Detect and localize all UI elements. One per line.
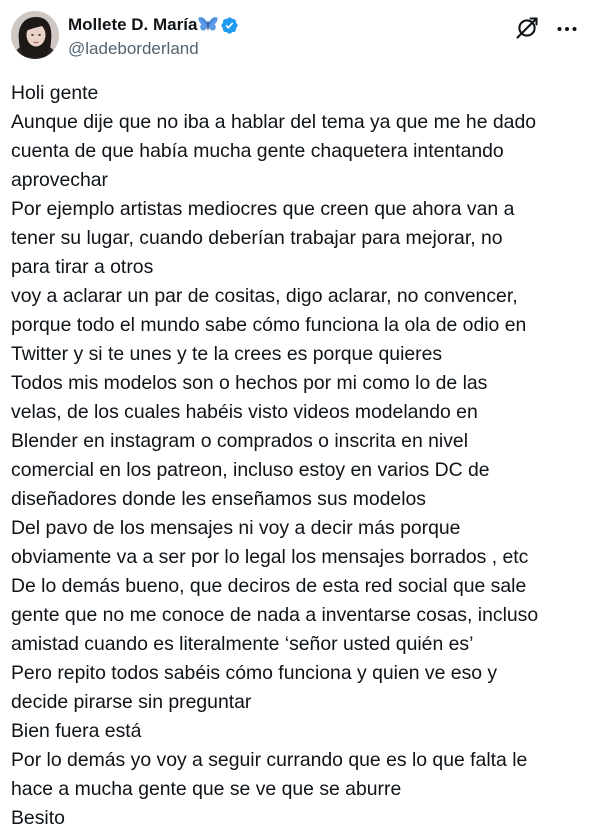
tweet-text-line: tener su lugar, cuando deberían trabajar para mejorar, no bbox=[11, 227, 503, 249]
avatar-image bbox=[11, 11, 59, 59]
tweet-text-line: Del pavo de los mensajes ni voy a decir más porque bbox=[11, 517, 461, 539]
butterfly-icon bbox=[198, 16, 218, 34]
tweet-text-line: hace a mucha gente que se ve que se aburre bbox=[11, 778, 402, 800]
tweet-text-line: gente que no me conoce de nada a inventarse cosas, incluso bbox=[11, 604, 539, 626]
tweet-text-line: para tirar a otros bbox=[11, 256, 154, 278]
tweet-text-line: Por ejemplo artistas mediocres que creen que ahora van a bbox=[11, 198, 515, 220]
tweet-text-line: decide pirarse sin preguntar bbox=[11, 691, 252, 713]
tweet-text-line: Besito bbox=[11, 807, 65, 829]
tweet-text-line: voy a aclarar un par de cositas, digo aclarar, no convencer, bbox=[11, 285, 518, 307]
tweet-text-line: velas, de los cuales habéis visto videos modelando en bbox=[11, 401, 478, 423]
tweet-text-line: Todos mis modelos son o hechos por mi como lo de las bbox=[11, 372, 488, 394]
tweet-text-line: Aunque dije que no iba a hablar del tema ya que me he dado bbox=[11, 111, 537, 133]
author-handle[interactable]: @ladeborderland bbox=[68, 39, 199, 58]
tweet-text-line: obviamente va a ser por lo legal los mensajes borrados , etc bbox=[11, 546, 529, 568]
display-name-row bbox=[68, 14, 239, 36]
verified-badge-icon[interactable] bbox=[220, 16, 239, 35]
tweet-text-line: Pero repito todos sabéis cómo funciona y quien ve eso y bbox=[11, 662, 498, 684]
tweet-text-line: Bien fuera está bbox=[11, 720, 142, 742]
author-names bbox=[68, 14, 239, 59]
tweet-text-line: De lo demás bueno, que deciros de esta red social que sale bbox=[11, 575, 527, 597]
tweet-text-line: Holi gente bbox=[11, 82, 99, 104]
more-options-icon[interactable] bbox=[556, 18, 578, 40]
grok-icon[interactable] bbox=[515, 16, 539, 40]
tweet-text bbox=[11, 79, 586, 833]
tweet-header bbox=[11, 11, 582, 63]
tweet-text-line: Twitter y si te unes y te la crees es porque quieres bbox=[11, 343, 443, 365]
tweet-text-line: Blender en instagram o comprados o inscrita en nivel bbox=[11, 430, 468, 452]
tweet-text-line: cuenta de que había mucha gente chaquetera intentando bbox=[11, 140, 504, 162]
tweet-text-line: porque todo el mundo sabe cómo funciona la ola de odio en bbox=[11, 314, 527, 336]
tweet-text-line: amistad cuando es literalmente ‘señor usted quién es’ bbox=[11, 633, 474, 655]
tweet-text-line: comercial en los patreon, incluso estoy en varios DC de bbox=[11, 459, 490, 481]
avatar[interactable] bbox=[11, 11, 59, 59]
display-name[interactable]: Mollete D. María bbox=[68, 15, 198, 34]
tweet-text-line: aprovechar bbox=[11, 169, 109, 191]
tweet-text-line: diseñadores donde les enseñamos sus modelos bbox=[11, 488, 427, 510]
tweet-text-line: Por lo demás yo voy a seguir currando que es lo que falta le bbox=[11, 749, 528, 771]
